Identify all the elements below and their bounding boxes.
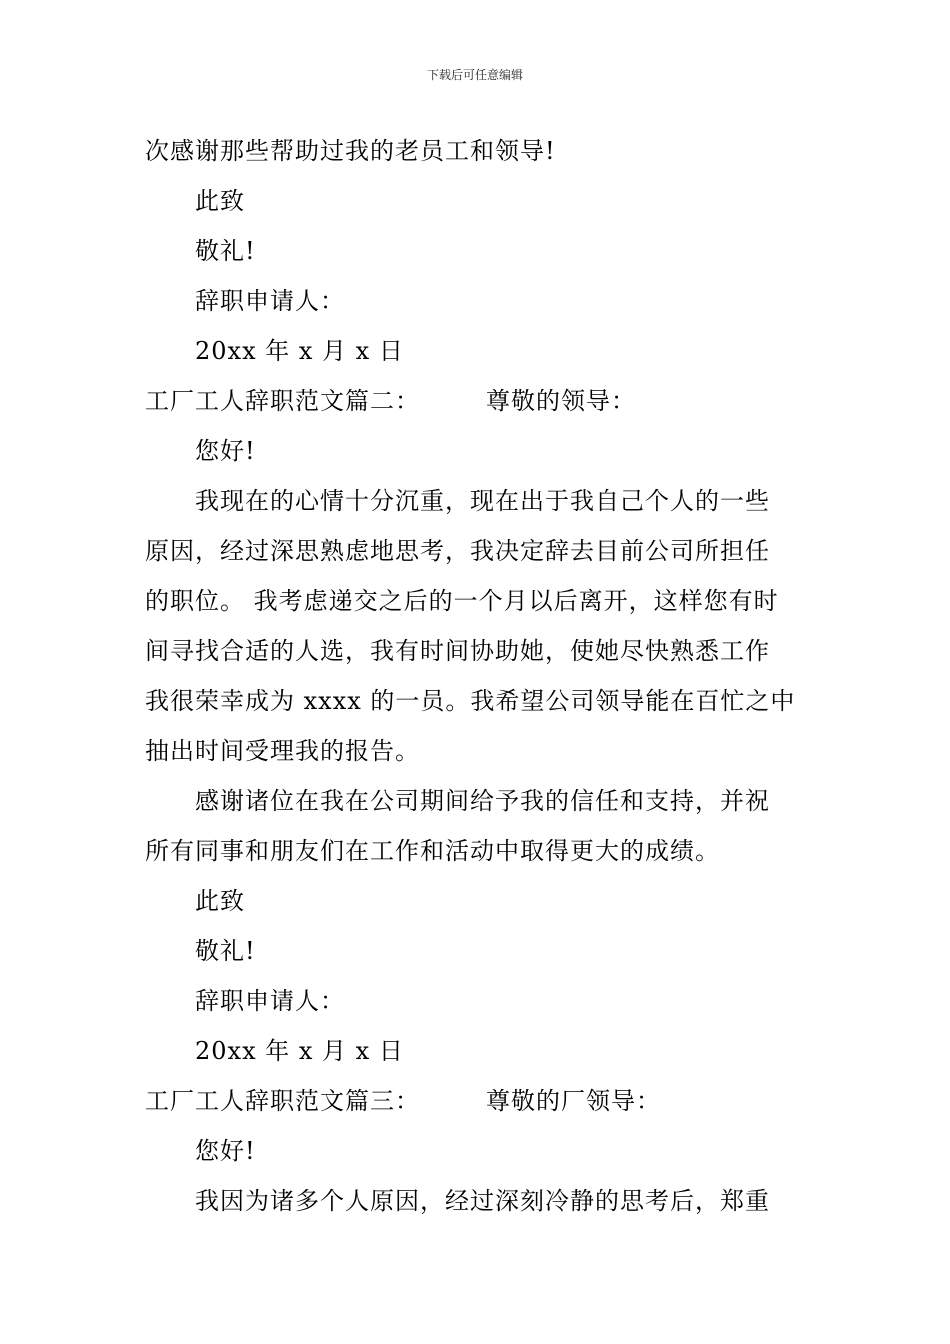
- text-line: 原因，经过深思熟虑地思考，我决定辞去目前公司所担任: [145, 537, 770, 565]
- section-title: 工厂工人辞职范文篇三：: [145, 1087, 420, 1115]
- document-body: [145, 126, 810, 1226]
- letter-greeting: 尊敬的厂领导：: [486, 1087, 661, 1115]
- text-line: 间寻找合适的人选，我有时间协助她，使她尽快熟悉工作: [145, 637, 770, 665]
- letter-greeting: 尊敬的领导：: [486, 387, 636, 415]
- text-line: 所有同事和朋友们在工作和活动中取得更大的成绩。: [145, 837, 720, 865]
- section-heading: [145, 376, 810, 426]
- salutation: 您好!: [195, 437, 256, 465]
- text-line: 我因为诸多个人原因，经过深刻冷静的思考后，郑重: [195, 1187, 770, 1215]
- text-line: 次感谢那些帮助过我的老员工和领导!: [145, 137, 556, 165]
- closing-regards: 敬礼!: [195, 937, 256, 965]
- text-line: 的职位。 我考虑递交之后的一个月以后离开，这样您有时: [145, 587, 779, 615]
- signature-label: 辞职申请人：: [195, 287, 345, 315]
- date-line: 20xx 年 x 月 x 日: [195, 1037, 404, 1065]
- text-line: 感谢诸位在我在公司期间给予我的信任和支持，并祝: [195, 787, 770, 815]
- date-line: 20xx 年 x 月 x 日: [195, 337, 404, 365]
- closing-salutation: 此致: [195, 187, 245, 215]
- section-heading: [145, 1076, 810, 1126]
- page-header: 下载后可任意编辑: [426, 68, 523, 82]
- section-title: 工厂工人辞职范文篇二：: [145, 387, 420, 415]
- closing-regards: 敬礼!: [195, 237, 256, 265]
- text-line: 我现在的心情十分沉重，现在出于我自己个人的一些: [195, 487, 770, 515]
- text-line: 我很荣幸成为 xxxx 的一员。我希望公司领导能在百忙之中: [145, 687, 796, 715]
- closing-salutation: 此致: [195, 887, 245, 915]
- text-line: 抽出时间受理我的报告。: [145, 737, 420, 765]
- salutation: 您好!: [195, 1137, 256, 1165]
- signature-label: 辞职申请人：: [195, 987, 345, 1015]
